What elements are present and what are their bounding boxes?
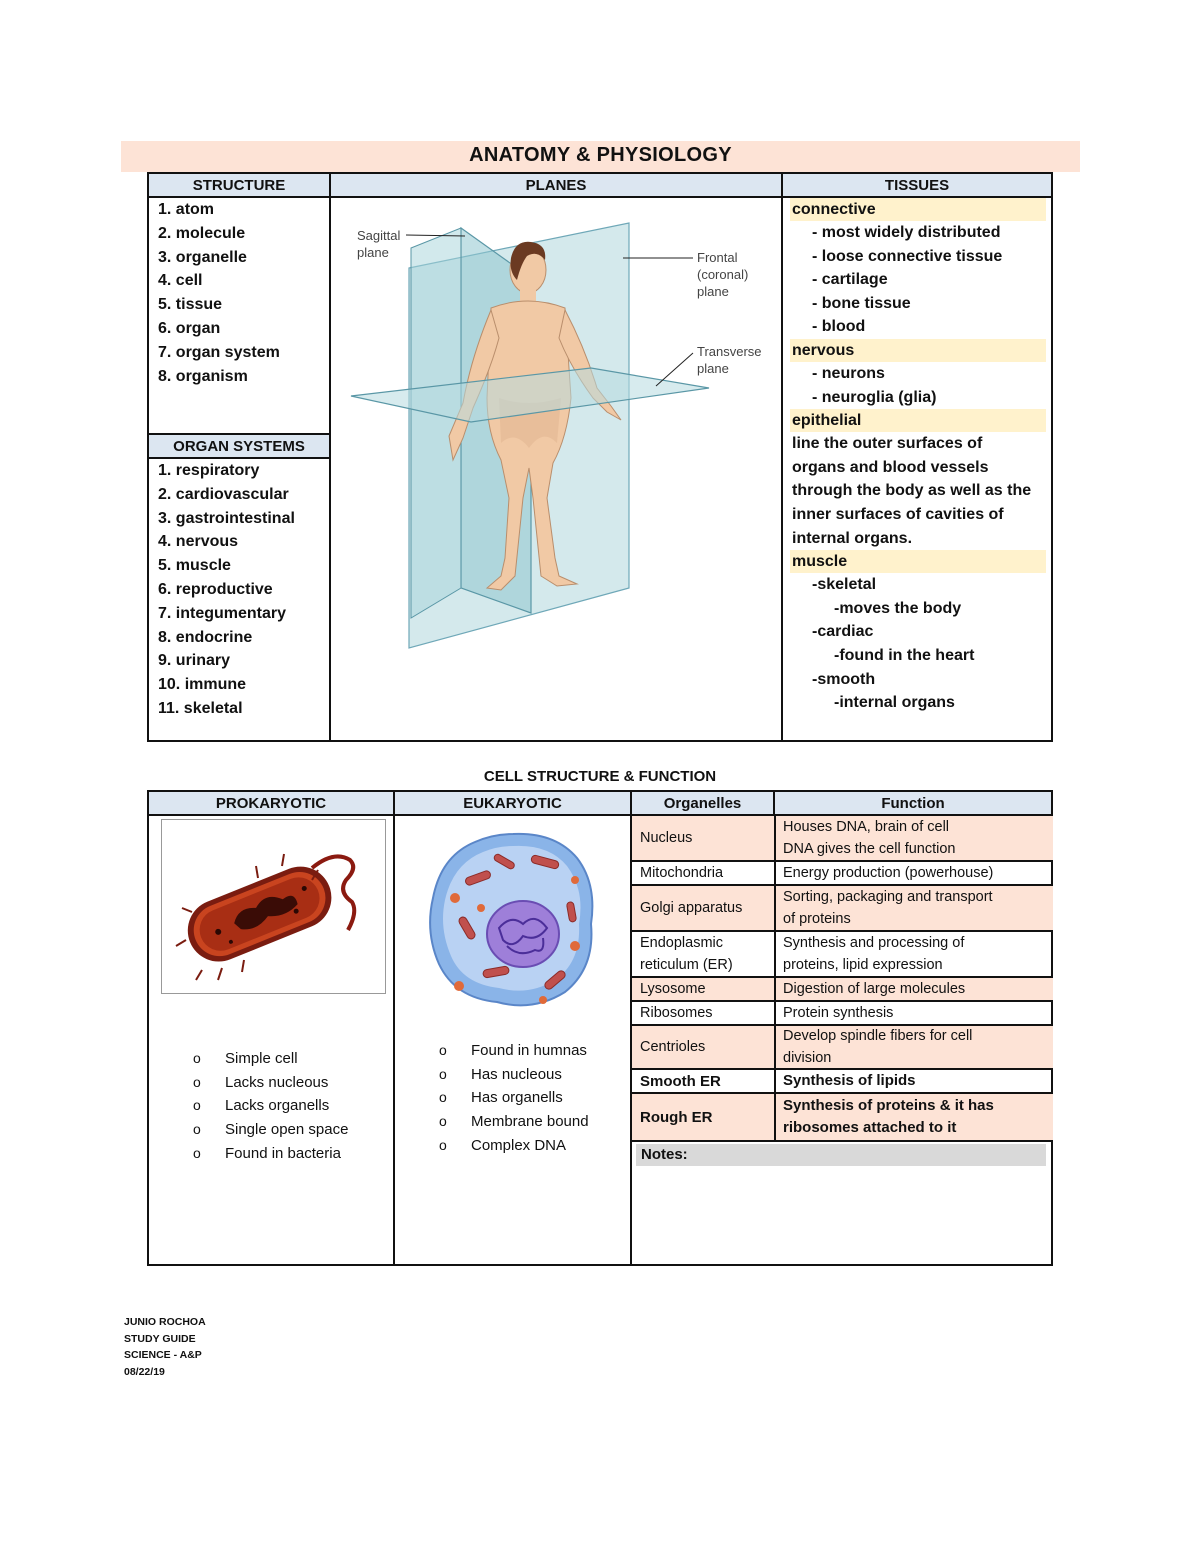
transverse-label-1: Transverse <box>697 344 762 359</box>
organelle-name: Endoplasmic reticulum (ER) <box>640 935 733 973</box>
organelle-name: Rough ER <box>640 1108 713 1126</box>
list-item: o Found in bacteria <box>193 1142 348 1166</box>
tissues-header: TISSUES <box>783 174 1051 198</box>
list-item: 2. cardiovascular <box>158 485 289 503</box>
tissue-heading-connective: connective <box>790 198 1046 221</box>
table-row <box>632 862 1053 884</box>
structure-header: STRUCTURE <box>149 174 329 198</box>
organelle-function: Houses DNA, brain of cell DNA gives the cell function <box>774 816 1053 860</box>
bullet-icon: o <box>439 1089 447 1106</box>
list-item: o Membrane bound <box>439 1110 589 1134</box>
notes-area[interactable] <box>636 1168 1046 1262</box>
list-item: 9. urinary <box>158 652 231 670</box>
text-line: through the body as well as the <box>792 482 1032 500</box>
organ-systems-list <box>158 459 295 721</box>
text-line: internal organs. <box>792 529 913 547</box>
sagittal-label-1: Sagittal <box>357 228 401 243</box>
prokaryote-image-frame <box>161 819 386 994</box>
tissue-heading-epithelial: epithelial <box>790 409 1046 432</box>
list-item: o Found in humnas <box>439 1039 589 1063</box>
organelle-function: Sorting, packaging and transport of proteins <box>774 886 1053 930</box>
table-row <box>632 1002 1053 1024</box>
prokaryotic-bullets <box>193 1047 348 1166</box>
list-item: -smooth <box>812 670 876 688</box>
list-item: 6. reproductive <box>158 580 273 598</box>
organ-systems-header: ORGAN SYSTEMS <box>149 435 329 459</box>
list-item: 6. organ <box>158 319 221 337</box>
bullet-icon: o <box>439 1136 447 1153</box>
list-item: - cartilage <box>812 271 888 289</box>
eukaryotic-cell-illustration <box>425 828 600 1010</box>
footer-line: SCIENCE - A&P <box>124 1349 202 1361</box>
list-item: -found in the heart <box>834 646 975 664</box>
bullet-icon: o <box>193 1073 201 1090</box>
list-item: - blood <box>812 318 866 336</box>
table-row <box>632 886 1053 930</box>
list-item: -internal organs <box>834 694 955 712</box>
list-item: 11. skeletal <box>158 699 243 717</box>
column-divider <box>781 172 783 742</box>
organelle-function: Protein synthesis <box>774 1002 1053 1024</box>
list-item: o Has organells <box>439 1086 589 1110</box>
organelle-function: Energy production (powerhouse) <box>774 862 1053 884</box>
frontal-label-2: (coronal) <box>697 267 749 282</box>
structure-list <box>158 198 280 388</box>
frontal-label-1: Frontal <box>697 250 738 265</box>
tissue-heading-muscle: muscle <box>790 550 1046 573</box>
organelle-function: Synthesis of lipids <box>774 1070 1053 1092</box>
organelle-name: Smooth ER <box>640 1072 721 1090</box>
list-item: 2. molecule <box>158 224 246 242</box>
organelle-name: Mitochondria <box>640 865 724 881</box>
table-row <box>632 932 1053 976</box>
footer-line: 08/22/19 <box>124 1365 165 1378</box>
organelle-function: Develop spindle fibers for cell division <box>774 1026 1053 1068</box>
list-item: 7. organ system <box>158 343 280 361</box>
list-item: 4. cell <box>158 272 203 290</box>
list-item: 5. muscle <box>158 557 231 575</box>
eukaryotic-bullets <box>439 1039 589 1158</box>
table-row <box>632 978 1053 1000</box>
list-item: 3. organelle <box>158 248 247 266</box>
list-item: - neuroglia (glia) <box>812 388 937 406</box>
page-title: ANATOMY & PHYSIOLOGY <box>469 144 732 166</box>
text-line: line the outer surfaces of <box>792 435 983 453</box>
table-row <box>632 816 1053 860</box>
tissues-content <box>790 198 1046 715</box>
list-item: 8. organism <box>158 367 248 385</box>
list-item: o Complex DNA <box>439 1134 589 1158</box>
bullet-icon: o <box>193 1144 201 1161</box>
organelle-name: Nucleus <box>640 830 693 846</box>
transverse-plane-shape <box>351 368 709 422</box>
organelle-function: Synthesis of proteins & it has ribosomes attached to it <box>774 1094 1053 1140</box>
list-item: o Simple cell <box>193 1047 348 1071</box>
organelle-name: Lysosome <box>640 981 706 997</box>
bullet-icon: o <box>193 1050 201 1066</box>
list-item: - neurons <box>812 364 885 382</box>
bacteria-illustration <box>162 820 385 993</box>
list-item: 5. tissue <box>158 296 223 314</box>
function-header: Function <box>775 792 1051 816</box>
bullet-icon: o <box>439 1042 447 1058</box>
column-divider <box>393 790 395 1266</box>
list-item: -cardiac <box>812 623 874 641</box>
bullet-icon: o <box>193 1097 201 1114</box>
row-divider <box>632 1140 1053 1142</box>
list-item: 10. immune <box>158 676 247 694</box>
bullet-icon: o <box>439 1113 447 1130</box>
list-item: - bone tissue <box>812 294 911 312</box>
list-item: o Has nucleous <box>439 1063 589 1087</box>
footer-line: STUDY GUIDE <box>124 1332 196 1345</box>
list-item: o Lacks organells <box>193 1094 348 1118</box>
prokaryotic-header: PROKARYOTIC <box>149 792 393 816</box>
transverse-label-2: plane <box>697 361 729 376</box>
list-item: 7. integumentary <box>158 604 287 622</box>
organelle-name: Centrioles <box>640 1039 706 1055</box>
cell-section-title: CELL STRUCTURE & FUNCTION <box>483 768 717 785</box>
tissue-heading-nervous: nervous <box>790 339 1046 362</box>
table-row <box>632 1094 1053 1140</box>
organelles-header: Organelles <box>632 792 773 816</box>
sagittal-label-2: plane <box>357 245 389 260</box>
bullet-icon: o <box>193 1121 201 1138</box>
list-item: -skeletal <box>812 576 877 594</box>
frontal-label-3: plane <box>697 284 729 299</box>
organelle-name: Ribosomes <box>640 1005 713 1021</box>
footer-info <box>124 1314 206 1380</box>
footer-line: JUNIO ROCHOA <box>124 1316 206 1328</box>
organelle-name: Golgi apparatus <box>640 900 743 916</box>
organelle-function: Digestion of large molecules <box>774 978 1053 1000</box>
table-row <box>632 1070 1053 1092</box>
text-line: organs and blood vessels <box>792 458 989 476</box>
list-item: 4. nervous <box>158 533 239 551</box>
planes-header: PLANES <box>331 174 781 198</box>
list-item: 1. respiratory <box>158 462 260 479</box>
table-row <box>632 1026 1053 1068</box>
list-item: -moves the body <box>834 599 962 617</box>
notes-label: Notes: <box>636 1144 1046 1166</box>
list-item: 1. atom <box>158 201 215 218</box>
list-item: - loose connective tissue <box>812 247 1003 265</box>
list-item: 8. endocrine <box>158 628 253 646</box>
list-item: 3. gastrointestinal <box>158 509 295 527</box>
text-line: inner surfaces of cavities of <box>792 505 1004 523</box>
list-item: o Single open space <box>193 1118 348 1142</box>
body-planes-illustration <box>331 198 781 740</box>
bullet-icon: o <box>439 1065 447 1082</box>
list-item: o Lacks nucleous <box>193 1071 348 1095</box>
organelle-function: Synthesis and processing of proteins, lipid expression <box>774 932 1053 976</box>
list-item: - most widely distributed <box>812 224 1001 241</box>
eukaryotic-header: EUKARYOTIC <box>395 792 630 816</box>
